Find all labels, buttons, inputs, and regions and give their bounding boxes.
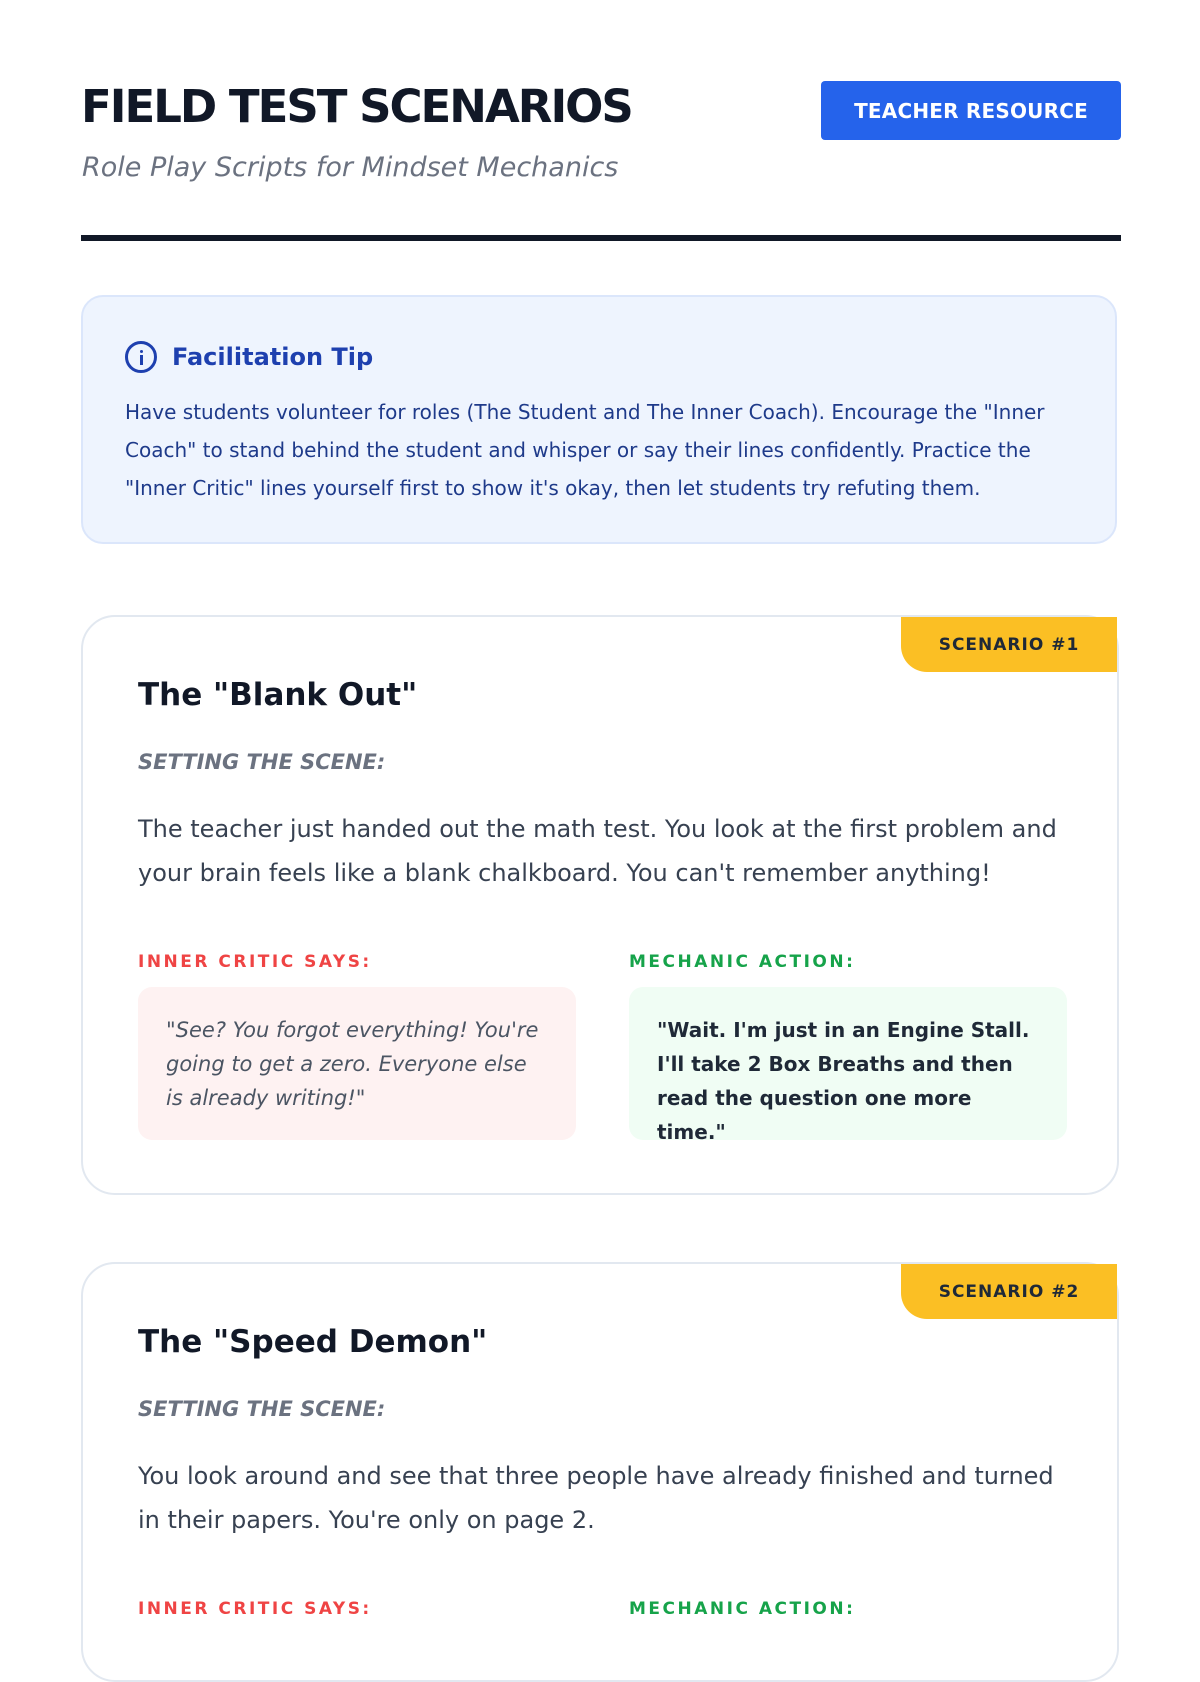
tip-body: Have students volunteer for roles (The Student and The Inner Coach). Encourage the "Inner Coach" to stand behind the student and whisper or say their lines confidently. Practice the "Inner Critic" lines yourself first to show it's okay, then let students try refuting them. [125,400,1045,500]
page-subtitle: Role Play Scripts for Mindset Mechanics [82,152,619,183]
scenario-card [81,615,1119,1195]
mechanic-action-label: MECHANIC ACTION: [629,1599,856,1619]
mechanic-action-box [629,987,1067,1144]
scenario-badge: SCENARIO #2 [901,1264,1117,1319]
scenario-card [81,1262,1119,1682]
header-divider [81,235,1121,241]
tip-header [125,341,373,373]
scenario-badge: SCENARIO #1 [901,617,1117,672]
scenario-title: The "Blank Out" [138,677,418,713]
page-title: FIELD TEST SCENARIOS [81,80,632,133]
scene-label: SETTING THE SCENE: [138,750,386,774]
inner-critic-label: INNER CRITIC SAYS: [138,952,372,972]
facilitation-tip-box [81,295,1117,544]
inner-critic-label: INNER CRITIC SAYS: [138,1599,372,1619]
inner-critic-box [138,987,576,1140]
mechanic-action-quote: "Wait. I'm just in an Engine Stall. I'll take 2 Box Breaths and then read the question one more time." [657,1018,1030,1144]
scene-text: You look around and see that three people have already finished and turned in their papers. You're only on page 2. [138,1462,1054,1534]
scene-text: The teacher just handed out the math test. You look at the first problem and your brain feels like a blank chalkboard. You can't remember anything! [138,815,1057,887]
scenario-title: The "Speed Demon" [138,1324,488,1360]
inner-critic-quote: "See? You forgot everything! You're going to get a zero. Everyone else is already writing!" [166,1018,539,1110]
mechanic-action-label: MECHANIC ACTION: [629,952,856,972]
scene-label: SETTING THE SCENE: [138,1397,386,1421]
tip-title: Facilitation Tip [172,343,374,371]
teacher-resource-button[interactable]: TEACHER RESOURCE [821,81,1121,140]
info-icon [125,341,157,373]
